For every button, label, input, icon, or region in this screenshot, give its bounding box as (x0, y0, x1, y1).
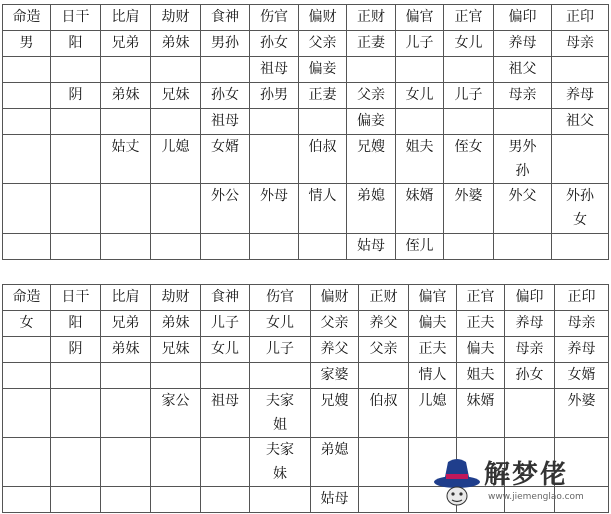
table-row (3, 234, 609, 260)
table-cell: 母亲 (494, 83, 552, 109)
table-cell (444, 234, 494, 260)
table-cell (3, 438, 51, 487)
table-cell (396, 109, 444, 135)
header-cell: 正官 (457, 285, 505, 311)
header-cell: 比肩 (101, 285, 151, 311)
table-cell: 兄嫂 (311, 389, 359, 438)
header-cell: 正官 (444, 5, 494, 31)
table-cell (51, 363, 101, 389)
table-cell (101, 389, 151, 438)
table-cell (3, 363, 51, 389)
table-cell (3, 57, 51, 83)
table-cell: 姑母 (311, 487, 359, 513)
header-cell: 食神 (201, 5, 250, 31)
table-cell: 母亲 (552, 31, 609, 57)
table-cell (201, 234, 250, 260)
table-cell: 养父 (359, 311, 409, 337)
table-cell (3, 135, 51, 184)
table-cell: 情人 (299, 184, 347, 234)
table-cell: 儿子 (250, 337, 311, 363)
table-cell: 母亲 (555, 311, 609, 337)
table-cell (101, 487, 151, 513)
table-row (3, 184, 609, 234)
table-cell (101, 438, 151, 487)
table-cell (101, 57, 151, 83)
header-cell: 日干 (51, 5, 101, 31)
table-cell (51, 57, 101, 83)
header-cell: 正印 (555, 285, 609, 311)
table-cell (250, 363, 311, 389)
table-row (3, 31, 609, 57)
table-cell: 偏妾 (299, 57, 347, 83)
table-cell: 父亲 (299, 31, 347, 57)
table-row (3, 311, 609, 337)
site-watermark (432, 452, 608, 510)
table-cell (151, 57, 201, 83)
table-cell: 正夫 (409, 337, 457, 363)
table-cell: 外母 (250, 184, 299, 234)
table-cell (101, 109, 151, 135)
table-cell (299, 109, 347, 135)
table-cell (151, 184, 201, 234)
table-row (3, 363, 609, 389)
table-cell: 侄儿 (396, 234, 444, 260)
table-cell: 兄妹 (151, 83, 201, 109)
table-cell (347, 57, 396, 83)
table-cell: 男外 孙 (494, 135, 552, 184)
table-cell (151, 234, 201, 260)
header-cell: 命造 (3, 285, 51, 311)
table-cell (3, 337, 51, 363)
table-cell (151, 487, 201, 513)
table-row (3, 57, 609, 83)
table-cell: 祖母 (201, 389, 250, 438)
table-cell: 正妻 (299, 83, 347, 109)
table-cell: 养母 (552, 83, 609, 109)
table-cell: 妹婿 (396, 184, 444, 234)
table-cell: 女儿 (201, 337, 250, 363)
table-cell: 正夫 (457, 311, 505, 337)
table-cell: 养母 (494, 31, 552, 57)
header-row (3, 5, 609, 31)
table-cell (250, 109, 299, 135)
table-cell: 弟妹 (151, 31, 201, 57)
table-cell (51, 389, 101, 438)
table-cell: 儿媳 (151, 135, 201, 184)
table-cell: 夫家 姐 (250, 389, 311, 438)
table-cell: 外婆 (555, 389, 609, 438)
table-cell (3, 83, 51, 109)
table-cell: 阴 (51, 337, 101, 363)
watermark-url: www.jiemenglao.com (488, 492, 584, 502)
table-cell: 男孙 (201, 31, 250, 57)
table-cell: 母亲 (505, 337, 555, 363)
table-cell: 儿媳 (409, 389, 457, 438)
table-cell (552, 135, 609, 184)
table-cell: 家婆 (311, 363, 359, 389)
table-cell (359, 487, 409, 513)
table-cell: 孙女 (250, 31, 299, 57)
header-cell: 偏印 (505, 285, 555, 311)
table-cell (494, 109, 552, 135)
table-cell (101, 363, 151, 389)
table-cell: 兄弟 (101, 31, 151, 57)
table-row (3, 135, 609, 184)
table-cell (101, 184, 151, 234)
table-cell (51, 109, 101, 135)
table-cell: 父亲 (347, 83, 396, 109)
table-cell (51, 438, 101, 487)
table-cell: 养母 (555, 337, 609, 363)
table-row (3, 83, 609, 109)
table-cell (250, 234, 299, 260)
table-cell (201, 438, 250, 487)
table-row (3, 337, 609, 363)
table-cell: 外父 (494, 184, 552, 234)
table-cell (444, 57, 494, 83)
table-cell (444, 109, 494, 135)
header-cell: 劫财 (151, 285, 201, 311)
table-cell (151, 109, 201, 135)
table-cell (3, 487, 51, 513)
table-cell: 女婿 (201, 135, 250, 184)
table-cell (51, 487, 101, 513)
table-cell: 孙男 (250, 83, 299, 109)
table-cell: 孙女 (505, 363, 555, 389)
table-cell: 父亲 (311, 311, 359, 337)
table-cell (101, 234, 151, 260)
table-cell: 儿子 (201, 311, 250, 337)
header-cell: 伤官 (250, 5, 299, 31)
table-cell: 弟妹 (101, 337, 151, 363)
header-cell: 劫财 (151, 5, 201, 31)
male-table-body (3, 5, 609, 260)
table-cell: 女儿 (250, 311, 311, 337)
table-cell (396, 57, 444, 83)
header-cell: 正印 (552, 5, 609, 31)
table-cell: 祖父 (552, 109, 609, 135)
table-cell: 偏夫 (457, 337, 505, 363)
table-cell: 养父 (311, 337, 359, 363)
table-cell (3, 184, 51, 234)
table-cell: 养母 (505, 311, 555, 337)
table-cell: 外孙 女 (552, 184, 609, 234)
table-cell (51, 135, 101, 184)
table-cell: 女婿 (555, 363, 609, 389)
table-cell: 父亲 (359, 337, 409, 363)
table-cell: 姑母 (347, 234, 396, 260)
header-cell: 偏财 (299, 5, 347, 31)
table-cell (359, 438, 409, 487)
table-cell: 伯叔 (299, 135, 347, 184)
table-cell: 女儿 (396, 83, 444, 109)
table-cell: 夫家 妹 (250, 438, 311, 487)
table-cell: 情人 (409, 363, 457, 389)
table-row (3, 109, 609, 135)
table-cell: 阳 (51, 31, 101, 57)
table-cell (201, 57, 250, 83)
header-cell: 伤官 (250, 285, 311, 311)
male-chart-table (2, 4, 609, 260)
table-cell (201, 363, 250, 389)
table-cell: 兄弟 (101, 311, 151, 337)
table-cell (494, 234, 552, 260)
table-cell (299, 234, 347, 260)
table-cell (151, 438, 201, 487)
table-cell: 祖父 (494, 57, 552, 83)
table-cell: 弟妹 (151, 311, 201, 337)
table-cell (51, 184, 101, 234)
table-cell: 姐夫 (396, 135, 444, 184)
table-cell: 祖母 (250, 57, 299, 83)
table-cell: 偏夫 (409, 311, 457, 337)
table-cell (3, 389, 51, 438)
header-cell: 偏财 (311, 285, 359, 311)
table-cell (359, 363, 409, 389)
header-cell: 正财 (359, 285, 409, 311)
table-cell: 女 (3, 311, 51, 337)
table-cell: 男 (3, 31, 51, 57)
table-cell: 女儿 (444, 31, 494, 57)
table-cell (3, 109, 51, 135)
table-cell: 兄嫂 (347, 135, 396, 184)
table-cell (552, 234, 609, 260)
table-cell: 妹婿 (457, 389, 505, 438)
table-cell (3, 234, 51, 260)
table-cell: 伯叔 (359, 389, 409, 438)
table-cell: 偏妾 (347, 109, 396, 135)
header-cell: 比肩 (101, 5, 151, 31)
header-cell: 偏官 (396, 5, 444, 31)
header-cell: 偏官 (409, 285, 457, 311)
table-cell: 侄女 (444, 135, 494, 184)
table-row (3, 389, 609, 438)
table-cell (201, 487, 250, 513)
table-cell: 姑丈 (101, 135, 151, 184)
table-cell: 弟妹 (101, 83, 151, 109)
hat-logo-icon (432, 452, 482, 508)
table-cell (51, 234, 101, 260)
header-cell: 食神 (201, 285, 250, 311)
watermark-logo-text: 解梦佬 (484, 460, 569, 490)
table-cell: 孙女 (201, 83, 250, 109)
header-cell: 偏印 (494, 5, 552, 31)
table-cell: 外婆 (444, 184, 494, 234)
table-cell: 弟媳 (347, 184, 396, 234)
header-cell: 日干 (51, 285, 101, 311)
table-cell: 阳 (51, 311, 101, 337)
table-cell: 正妻 (347, 31, 396, 57)
table-cell: 姐夫 (457, 363, 505, 389)
table-cell: 家公 (151, 389, 201, 438)
table-cell: 祖母 (201, 109, 250, 135)
table-cell: 兄妹 (151, 337, 201, 363)
header-row (3, 285, 609, 311)
table-cell: 儿子 (396, 31, 444, 57)
table-cell (250, 487, 311, 513)
table-cell (151, 363, 201, 389)
table-cell (505, 389, 555, 438)
table-cell: 弟媳 (311, 438, 359, 487)
table-cell: 阴 (51, 83, 101, 109)
table-cell: 外公 (201, 184, 250, 234)
table-cell (250, 135, 299, 184)
table-cell (552, 57, 609, 83)
header-cell: 正财 (347, 5, 396, 31)
table-cell: 儿子 (444, 83, 494, 109)
header-cell: 命造 (3, 5, 51, 31)
